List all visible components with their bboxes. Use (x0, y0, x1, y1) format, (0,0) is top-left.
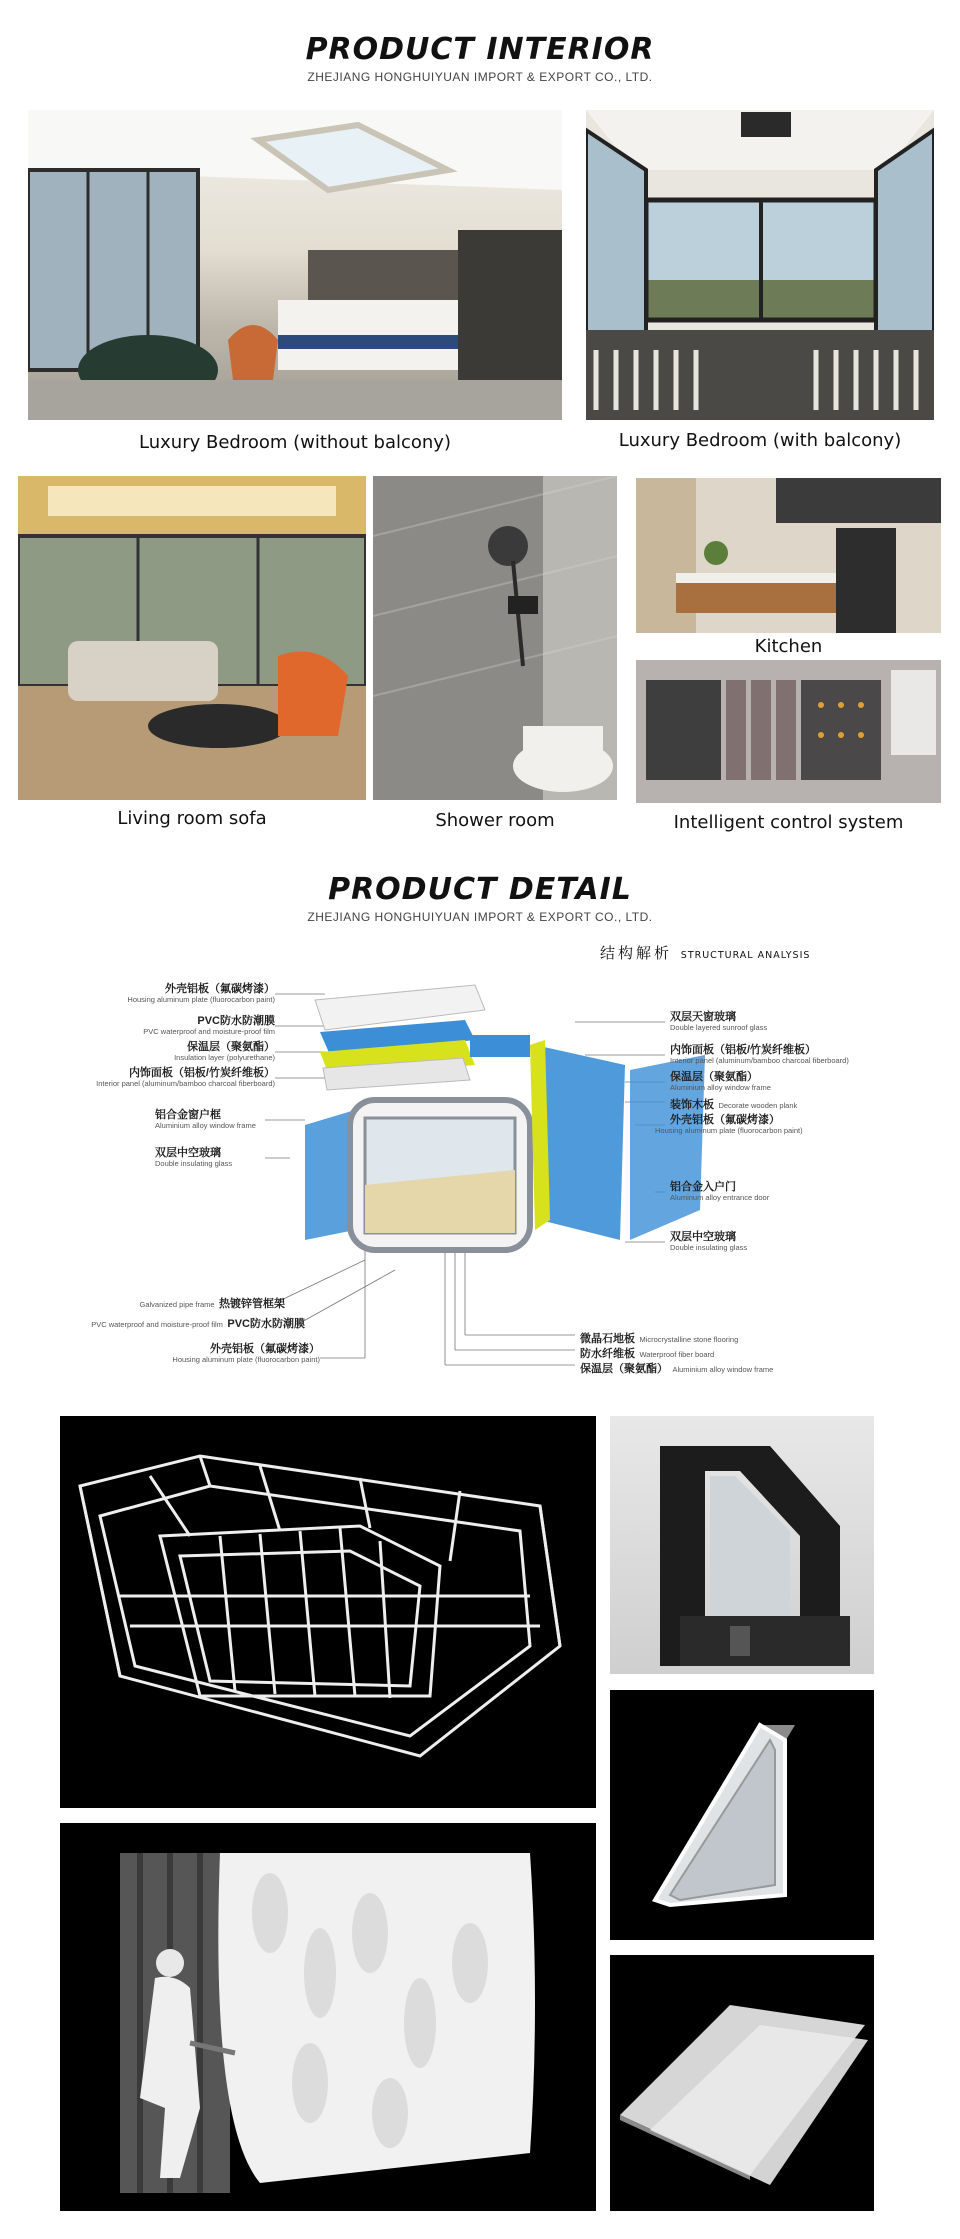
label-right-2: 内饰面板（铝板/竹炭纤维板） Interior panel (aluminum/bamboo charcoal fiberboard) (670, 1044, 849, 1065)
kitchen-photo (636, 478, 941, 633)
structural-diagram (65, 940, 895, 1390)
caption-shower-room: Shower room (435, 810, 555, 831)
detail-title: PRODUCT DETAIL (328, 872, 632, 907)
label-left-3: 保温层（聚氨酯） Insulation layer (polyurethane) (174, 1041, 275, 1062)
label-left-1: 外壳铝板（氟碳烤漆） Housing aluminum plate (fluorocarbon paint) (127, 983, 275, 1004)
caption-control-system: Intelligent control system (673, 812, 904, 833)
steel-frame-wireframe (60, 1416, 596, 1808)
aluminum-plate-photo (610, 1955, 874, 2211)
bedroom-no-balcony-photo (28, 110, 562, 420)
foam-insulation-photo (60, 1823, 596, 2211)
label-left-6: 双层中空玻璃 Double insulating glass (155, 1147, 233, 1168)
detail-company: ZHEJIANG HONGHUIYUAN IMPORT & EXPORT CO., LTD. (307, 910, 653, 924)
structural-heading-en: STRUCTURAL ANALYSIS (680, 950, 811, 961)
structural-heading-cn: 结构解析 (600, 944, 673, 962)
label-bottom-left-2: PVC waterproof and moisture-proof film PVC防水防潮膜 (91, 1318, 305, 1330)
label-bottom-mid-3: 保温层（聚氨酯） Aluminium alloy window frame (580, 1363, 774, 1375)
label-left-4: 内饰面板（铝板/竹炭纤维板） Interior panel (aluminum/bamboo charcoal fiberboard) (96, 1067, 275, 1088)
control-system-photo (636, 660, 941, 803)
label-right-3: 保温层（聚氨酯） Aluminium alloy window frame (670, 1071, 771, 1092)
label-bottom-left-1: Galvanized pipe frame 热镀锌管框架 (139, 1298, 285, 1310)
label-left-2: PVC防水防潮膜 PVC waterproof and moisture-proof film (143, 1015, 275, 1036)
label-bottom-left-3: 外壳铝板（氟碳烤漆） Housing aluminum plate (fluorocarbon paint) (172, 1343, 320, 1364)
bedroom-balcony-photo (586, 110, 934, 420)
label-left-5: 铝合金窗户框 Aluminium alloy window frame (155, 1109, 256, 1130)
caption-bedroom-no-balcony: Luxury Bedroom (without balcony) (139, 432, 451, 453)
label-right-6: 铝合金入户门 Aluminum alloy entrance door (670, 1181, 770, 1202)
label-right-4: 装饰木板 Decorate wooden plank (670, 1099, 798, 1111)
caption-kitchen: Kitchen (754, 636, 823, 657)
window-profile-photo (610, 1416, 874, 1674)
label-right-1: 双层天窗玻璃 Double layered sunroof glass (670, 1011, 768, 1032)
interior-company: ZHEJIANG HONGHUIYUAN IMPORT & EXPORT CO., LTD. (307, 70, 653, 84)
caption-living-room: Living room sofa (117, 808, 267, 829)
label-right-5: 外壳铝板（氟碳烤漆） Housing aluminum plate (fluorocarbon paint) (655, 1114, 803, 1135)
shower-room-photo (373, 476, 617, 800)
double-glass-photo (610, 1690, 874, 1940)
caption-bedroom-balcony: Luxury Bedroom (with balcony) (618, 430, 902, 451)
living-room-photo (18, 476, 366, 800)
interior-title: PRODUCT INTERIOR (305, 32, 655, 67)
label-right-7: 双层中空玻璃 Double insulating glass (670, 1231, 748, 1252)
label-bottom-mid-2: 防水纤维板 Waterproof fiber board (580, 1348, 715, 1360)
label-bottom-mid-1: 微晶石地板 Microcrystalline stone flooring (580, 1333, 739, 1345)
